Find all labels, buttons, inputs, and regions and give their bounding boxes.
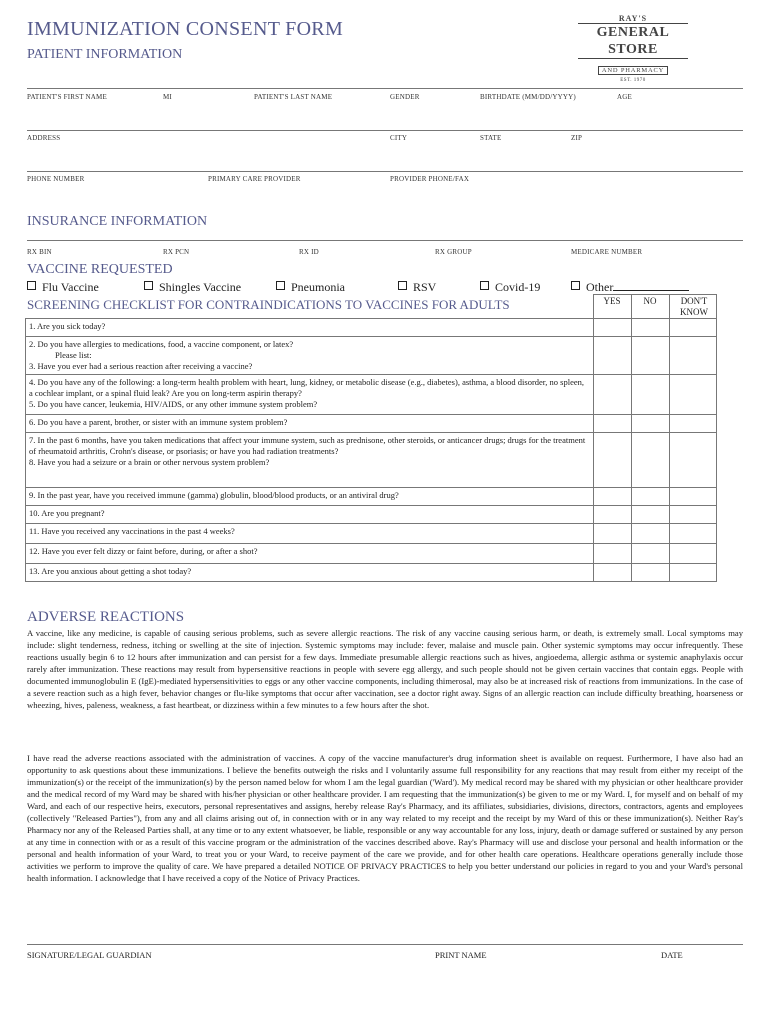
state-label: STATE [480, 134, 502, 142]
insurance-heading: INSURANCE INFORMATION [27, 214, 208, 229]
question-text: 7. In the past 6 months, have you taken medications that affect your immune system, such as prednisone, other steroids, or anticancer drugs; drugs for the treatment of rheumatoid arthritis, Crohn's disease, or psoriasis; or have you had radiation treatments? [29, 435, 586, 456]
question-text: 8. Have you had a seizure or a brain or other nervous system problem? [29, 457, 270, 467]
vaccine-option-pneumonia[interactable]: Pneumonia [276, 280, 345, 295]
primary-care-label: PRIMARY CARE PROVIDER [208, 175, 301, 183]
question-text: Please list: [55, 350, 92, 360]
screening-question [29, 546, 589, 557]
address-label: ADDRESS [27, 134, 61, 142]
rx-id-label: RX ID [299, 248, 319, 256]
gender-label: GENDER [390, 93, 420, 101]
vaccine-option-covid[interactable]: Covid-19 [480, 280, 540, 295]
rx-pcn-label: RX PCN [163, 248, 190, 256]
rx-bin-label: RX BIN [27, 248, 52, 256]
mi-label: MI [163, 93, 172, 101]
logo-top: RAY'S [618, 14, 648, 23]
screening-heading: SCREENING CHECKLIST FOR CONTRAINDICATIONS TO VACCINES FOR ADULTS [27, 297, 510, 312]
question-text: 3. Have you ever had a serious reaction after receiving a vaccine? [29, 361, 253, 371]
logo-main: GENERAL STORE [578, 23, 688, 59]
screening-question [29, 321, 589, 332]
adverse-paragraph: A vaccine, like any medicine, is capable of causing serious problems, such as severe allergic reactions. The risk of any vaccine causing serious harm, or death, is extremely small. Local symptoms may include: slight tenderness, redness, itching or swelling at the site of injection. Systemic symptoms may include: fever, malaise and muscle pain. Other systemic symptoms may occur infrequently. These reactions usually begin 6 to 12 hours after immunization and can persist for a few days. Immediate presumable allergic reactions such as hives, angioedema, allergic asthma or systemic anaphylaxis occur rarely after immunization. These reactions may result from hypersensitive reactions in people with severe egg allergy, and such people should not be given certain vaccines that contain eggs. People with documented immunoglobulin E (IgE)-mediated hypersensitivities to eggs or any other vaccine components, including thimerosal, may also be at increased risk of reactions from immunizations. In the case of a severe reaction such as a high fever, behavior changes or flu-like symptoms that occur after vaccination, see a doctor right away. Signs of an allergic reaction can include difficulty breathing, hoarseness or wheezing, hives, paleness, weakness, a fast heartbeat, or dizziness within a few minutes to a few hours after the shot. [27, 628, 743, 710]
question-text: 6. Do you have a parent, brother, or sister with an immune system problem? [29, 417, 288, 427]
last-name-label: PATIENT'S LAST NAME [254, 93, 333, 101]
checkbox-icon[interactable] [571, 281, 580, 290]
adverse-heading: ADVERSE REACTIONS [27, 609, 185, 625]
screening-question [29, 417, 589, 428]
screening-question [29, 377, 589, 410]
screening-question [29, 566, 589, 577]
screening-question [29, 490, 589, 501]
screening-question [29, 526, 589, 537]
vaccine-option-rsv[interactable]: RSV [398, 280, 436, 295]
question-text: 9. In the past year, have you received immune (gamma) globulin, blood/blood products, or an antiviral drug? [29, 490, 399, 500]
question-text: 2. Do you have allergies to medications, food, a vaccine component, or latex? [29, 339, 294, 349]
medicare-label: MEDICARE NUMBER [571, 248, 643, 256]
vaccine-option-shingles[interactable]: Shingles Vaccine [144, 280, 241, 295]
birthdate-label: BIRTHDATE (MM/DD/YYYY) [480, 93, 576, 101]
age-label: AGE [617, 93, 632, 101]
yes-header: YES [603, 296, 621, 306]
question-text: 5. Do you have cancer, leukemia, HIV/AIDS, or any other immune system problem? [29, 399, 318, 409]
question-text: 13. Are you anxious about getting a shot today? [29, 566, 192, 576]
screening-question [29, 339, 589, 372]
consent-paragraph: I have read the adverse reactions associated with the administration of vaccines. A copy of the vaccine manufacturer's drug information sheet is available on request. Furthermore, I have also had an opportunity to ask questions about these immunizations. I believe the benefits outweigh the risks and I voluntarily assume full responsibility for any reactions that may result from either my receipt of the immunization(s) or the receipt of the immunization(s) by the person named below for whom I am the legal guardian ('Ward'). My medical record may be shared with my physician or other healthcare provider and the medical record of my Ward may be shared with his/her physician or other healthcare provider. I am requesting that the immunization(s) be given to me or my Ward. I, for myself and on behalf of my Ward, and each of our respective heirs, executors, personal representatives and assigns, hereby release Ray's Pharmacy, and its affiliates, subsidiaries, divisions, directors, contractors, agents and employees (collectively "Released Parties"), from any and all claims arising out of, in connection with or in any way related to my receipt and the receipt by my Ward of this or these immunization(s). Neither Ray's Pharmacy nor any of the Released Parties shall, at any time or to any extent whatsoever, be liable, responsible or any way accountable for any loss, injury, death or damage suffered or sustained by any person at any time in connection with or as a result of this vaccine program or the administration of the vaccines described above. Ray's Pharmacy will use and disclose your personal and health information or the personal and health information of your Ward, to treat you or your Ward, to receive payment of the care we provide, and for other health care operations. Healthcare operations generally include those activities we perform to improve the quality of care. We have prepared a detailed NOTICE OF PRIVACY PRACTICES to help you better understand our policies in regard to you and your Ward's personal health information. I acknowledge that I have received a copy of the Notice of Privacy Practices. [27, 753, 743, 883]
provider-phone-label: PROVIDER PHONE/FAX [390, 175, 470, 183]
screening-grid [25, 294, 717, 607]
vaccine-heading: VACCINE REQUESTED [27, 262, 173, 277]
first-name-label: PATIENT'S FIRST NAME [27, 93, 107, 101]
checkbox-icon[interactable] [398, 281, 407, 290]
question-text: 1. Are you sick today? [29, 321, 106, 331]
question-text: 4. Do you have any of the following: a long-term health problem with heart, lung, kidney, or metabolic disease (e.g., diabetes), asthma, a blood disorder, no spleen, a cochlear implant, or a spinal fluid leak? Are you on long-term aspirin therapy? [29, 377, 585, 398]
checkbox-icon[interactable] [276, 281, 285, 290]
zip-label: ZIP [571, 134, 583, 142]
logo-est: EST. 1970 [620, 78, 646, 83]
vaccine-option-flu[interactable]: Flu Vaccine [27, 280, 99, 295]
checkbox-icon[interactable] [27, 281, 36, 290]
rx-group-label: RX GROUP [435, 248, 472, 256]
no-header: NO [643, 296, 657, 306]
dont-know-header: DON'T KNOW [680, 296, 708, 317]
form-title: IMMUNIZATION CONSENT FORM [27, 18, 344, 40]
question-text: 11. Have you received any vaccinations in the past 4 weeks? [29, 526, 235, 536]
city-label: CITY [390, 134, 408, 142]
patient-info-heading: PATIENT INFORMATION [27, 47, 183, 62]
logo-sub: AND PHARMACY [598, 66, 668, 75]
vaccine-option-other[interactable]: Other [571, 280, 689, 295]
print-name-label: PRINT NAME [435, 950, 487, 960]
checkbox-icon[interactable] [144, 281, 153, 290]
question-text: 10. Are you pregnant? [29, 508, 105, 518]
screening-question [29, 508, 589, 519]
screening-question [29, 435, 589, 468]
signature-label: SIGNATURE/LEGAL GUARDIAN [27, 950, 152, 960]
store-logo [578, 14, 688, 83]
phone-label: PHONE NUMBER [27, 175, 85, 183]
question-text: 12. Have you ever felt dizzy or faint before, during, or after a shot? [29, 546, 258, 556]
checkbox-icon[interactable] [480, 281, 489, 290]
date-label: DATE [661, 950, 683, 960]
